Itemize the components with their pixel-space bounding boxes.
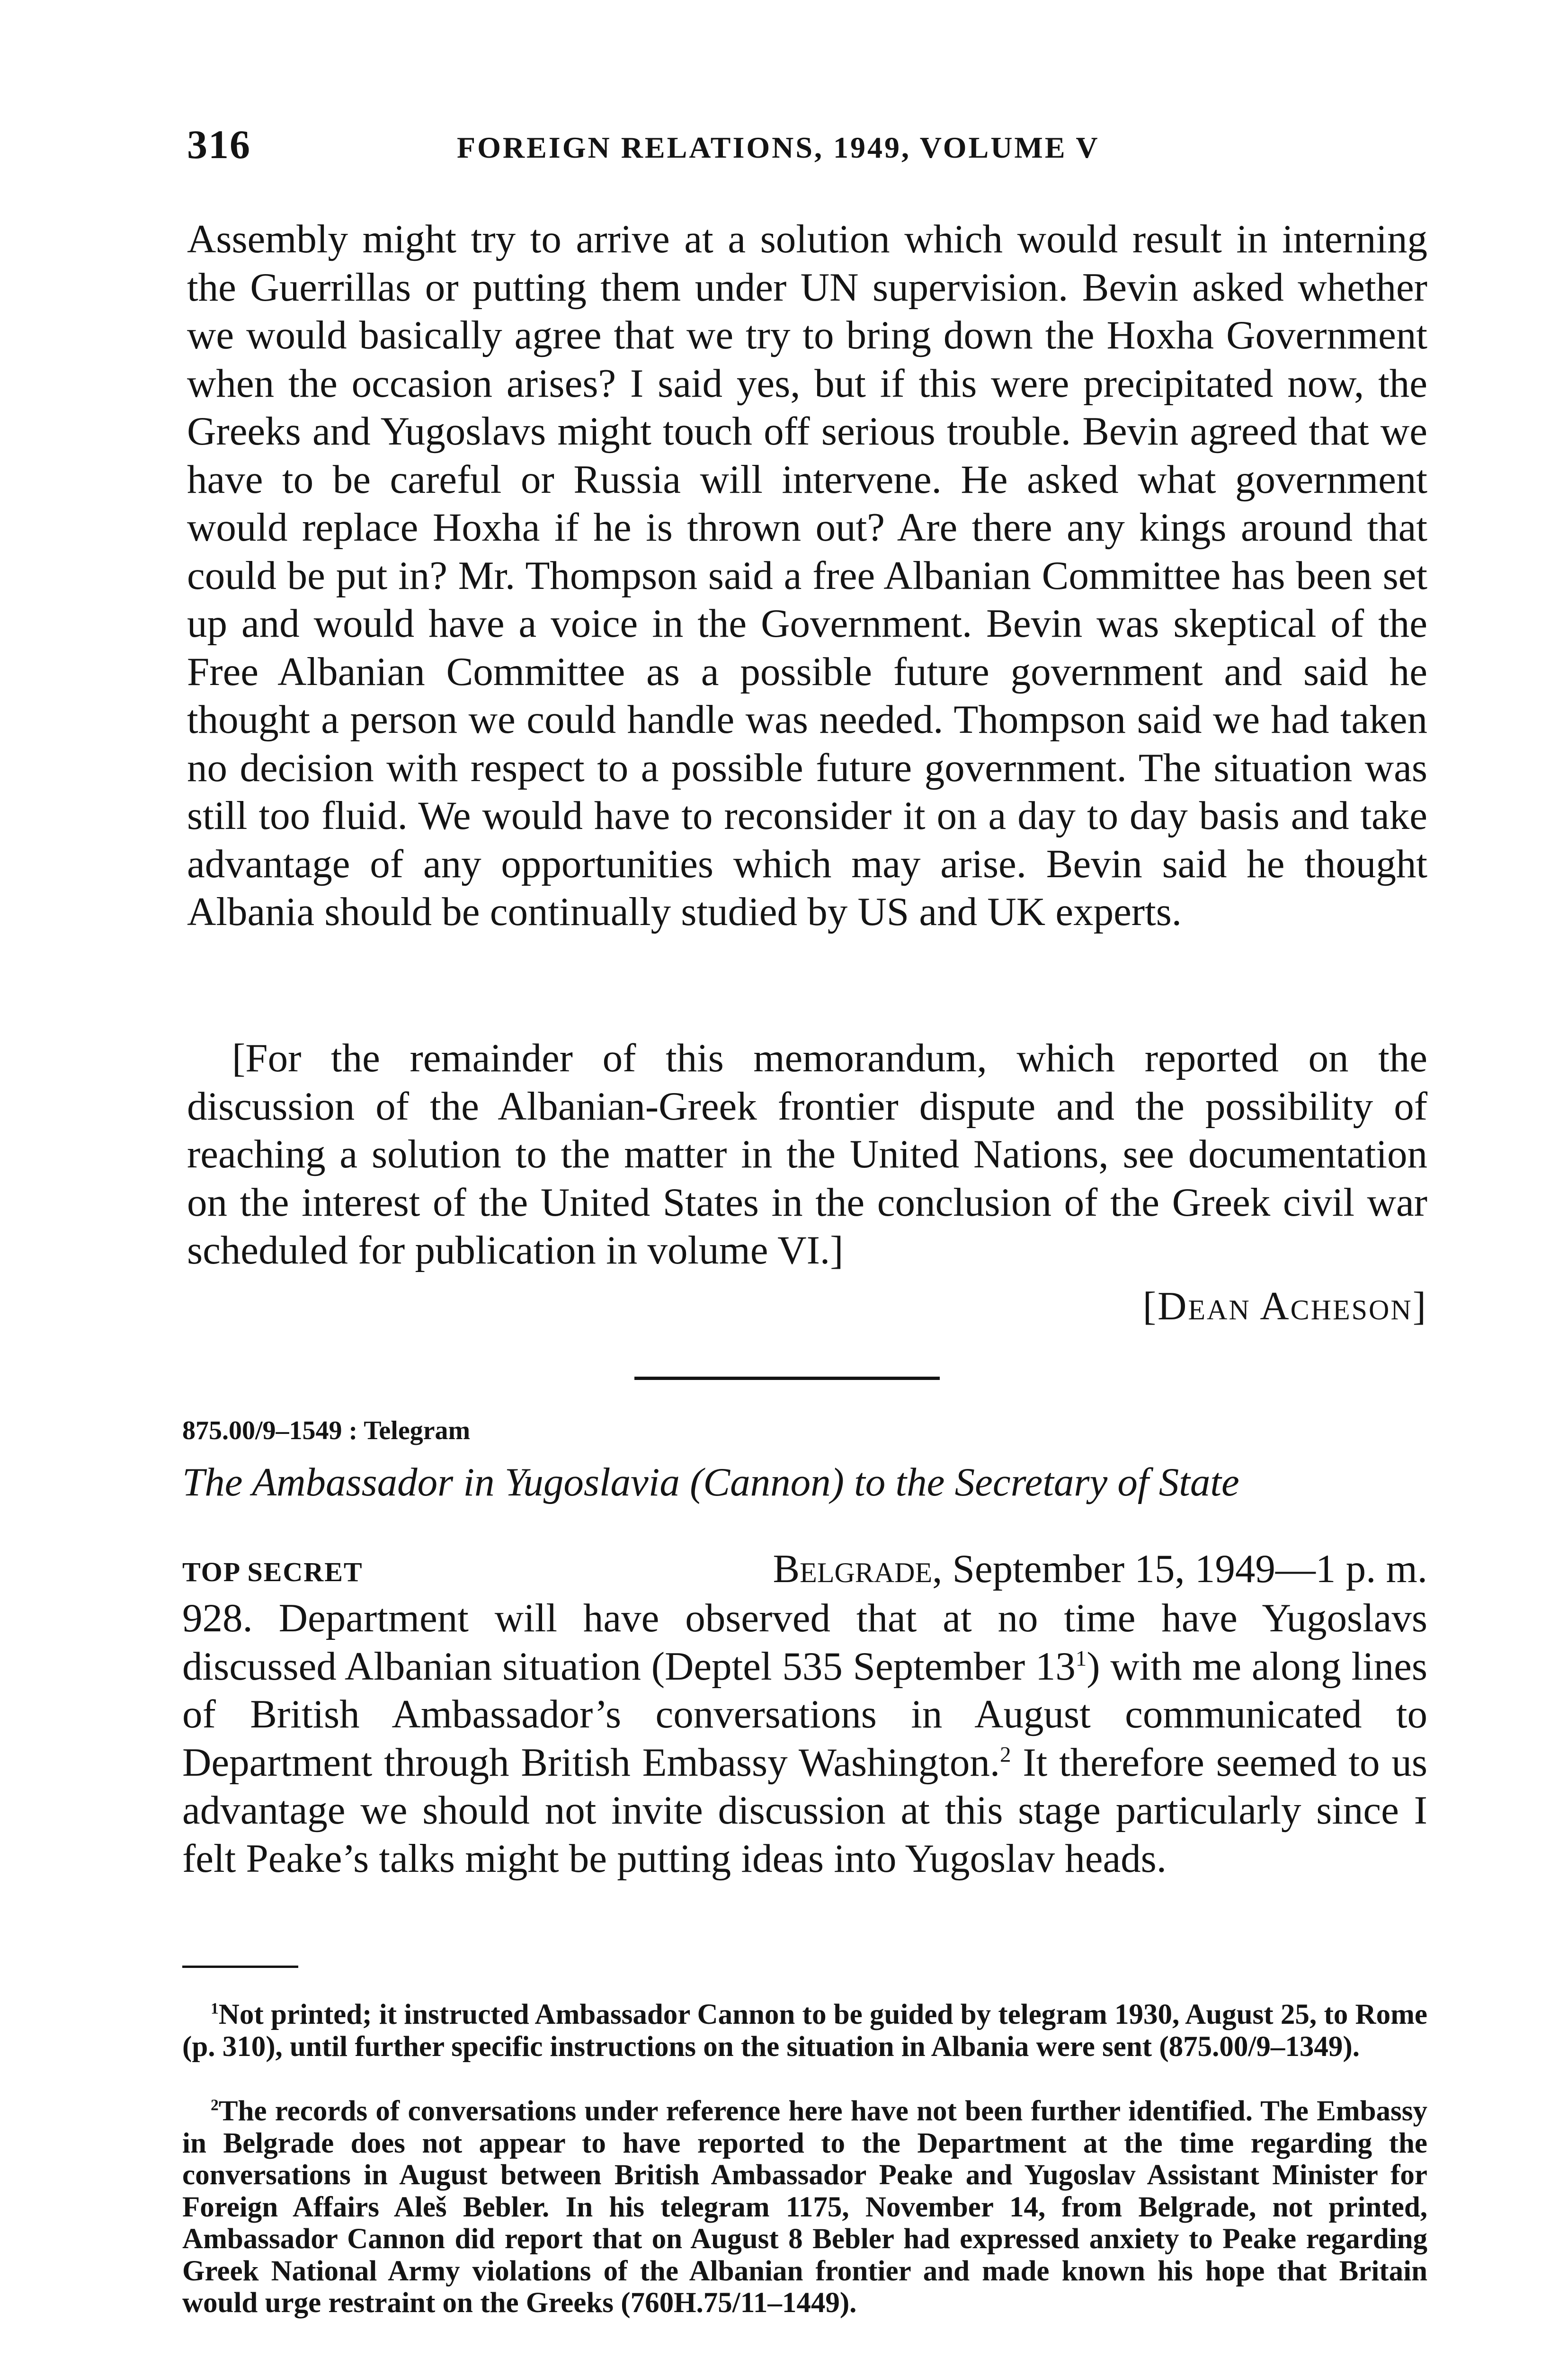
telegram-text-part-3: It therefore seemed to us advantage we should not invite discussion at this stage particularly since I felt Peake’s talks might be putting ideas into Yugoslav heads.	[182, 1740, 1427, 1881]
footnote-text: Not printed; it instructed Ambassador Cannon to be guided by telegram 1930, August 25, to Rome (p. 310), until further specific instructions on the situation in Albania were sent (875.00/9–1349).	[182, 1999, 1427, 2063]
page-number: 316	[187, 122, 251, 167]
classification-label: TOP SECRET	[182, 1557, 363, 1587]
section-divider	[634, 1377, 940, 1380]
footnote-number: 1	[211, 2000, 219, 2018]
memorandum-paragraph: Assembly might try to arrive at a solution which would result in interning the Guerrillas or putting them under UN supervision. Bevin asked whether we would basically agree that we try to bring down the Hoxha Government when the occasion arises? I said yes, but if this were precipitated now, the Greeks and Yugoslavs might touch off serious trouble. Bevin agreed that we have to be careful or Russia will intervene. He asked what government would replace Hoxha if he is thrown out? Are there any kings around that could be put in? Mr. Thompson said a free Albanian Committee has been set up and would have a voice in the Government. Bevin was skeptical of the Free Albanian Committee as a possible future government and said he thought a person we could handle was needed. Thompson said we had taken no decision with respect to a possible future government. The situation was still too fluid. We would have to reconsider it on a day to day basis and take advantage of any opportunities which may arise. Bevin said he thought Albania should be continually studied by US and UK experts.	[187, 217, 1427, 934]
footnote-rule	[182, 1966, 298, 1968]
telegram-text-part-2: ) with me along lines of British Ambassador’s conversations in August communicated to Department through British Embassy Washington.	[182, 1644, 1427, 1785]
document-title: The Ambassador in Yugoslavia (Cannon) to the Secretary of State	[182, 1460, 1239, 1504]
classification-dateline-row	[182, 1546, 1427, 1598]
footnote-marker-1[interactable]: 1	[1075, 1646, 1087, 1671]
footnote	[182, 2095, 1427, 2319]
file-reference: 875.00/9–1549 : Telegram	[182, 1416, 471, 1445]
telegram-text-part-1: 928. Department will have observed that at no time have Yugoslavs discussed Albanian situation (Deptel 535 September 13	[182, 1596, 1427, 1689]
telegram-body	[182, 1594, 1427, 1883]
dateline-date: September 15, 1949—1 p. m.	[942, 1547, 1427, 1591]
dateline	[773, 1546, 1427, 1592]
dateline-place: Belgrade,	[773, 1547, 943, 1591]
footnote-marker-2[interactable]: 2	[1000, 1742, 1011, 1767]
footnote-text: The records of conversations under reference here have not been further identified. The Embassy in Belgrade does not appear to have reported to the Department at the time regarding the conversations in August between British Ambassador Peake and Yugoslav Assistant Minister for Foreign Affairs Aleš Bebler. In his telegram 1175, November 14, from Belgrade, not printed, Ambassador Cannon did report that on August 8 Bebler had expressed anxiety to Peake regarding Greek National Army violations of the Albanian frontier and made known his hope that Britain would urge restraint on the Greeks (760H.75/11–1449).	[182, 2095, 1427, 2319]
footnote-number: 2	[211, 2096, 219, 2114]
footnote	[182, 1999, 1427, 2063]
signature: [Dean Acheson]	[1142, 1284, 1427, 1328]
editorial-note-paragraph: [For the remainder of this memorandum, which reported on the discussion of the Albanian-Greek frontier dispute and the possibility of reaching a solution to the matter in the United Nations, see documentation on the interest of the United States in the conclusion of the Greek civil war scheduled for publication in volume VI.]	[187, 1036, 1427, 1272]
page-header	[187, 121, 1427, 173]
running-head: FOREIGN RELATIONS, 1949, VOLUME V	[457, 131, 1100, 164]
